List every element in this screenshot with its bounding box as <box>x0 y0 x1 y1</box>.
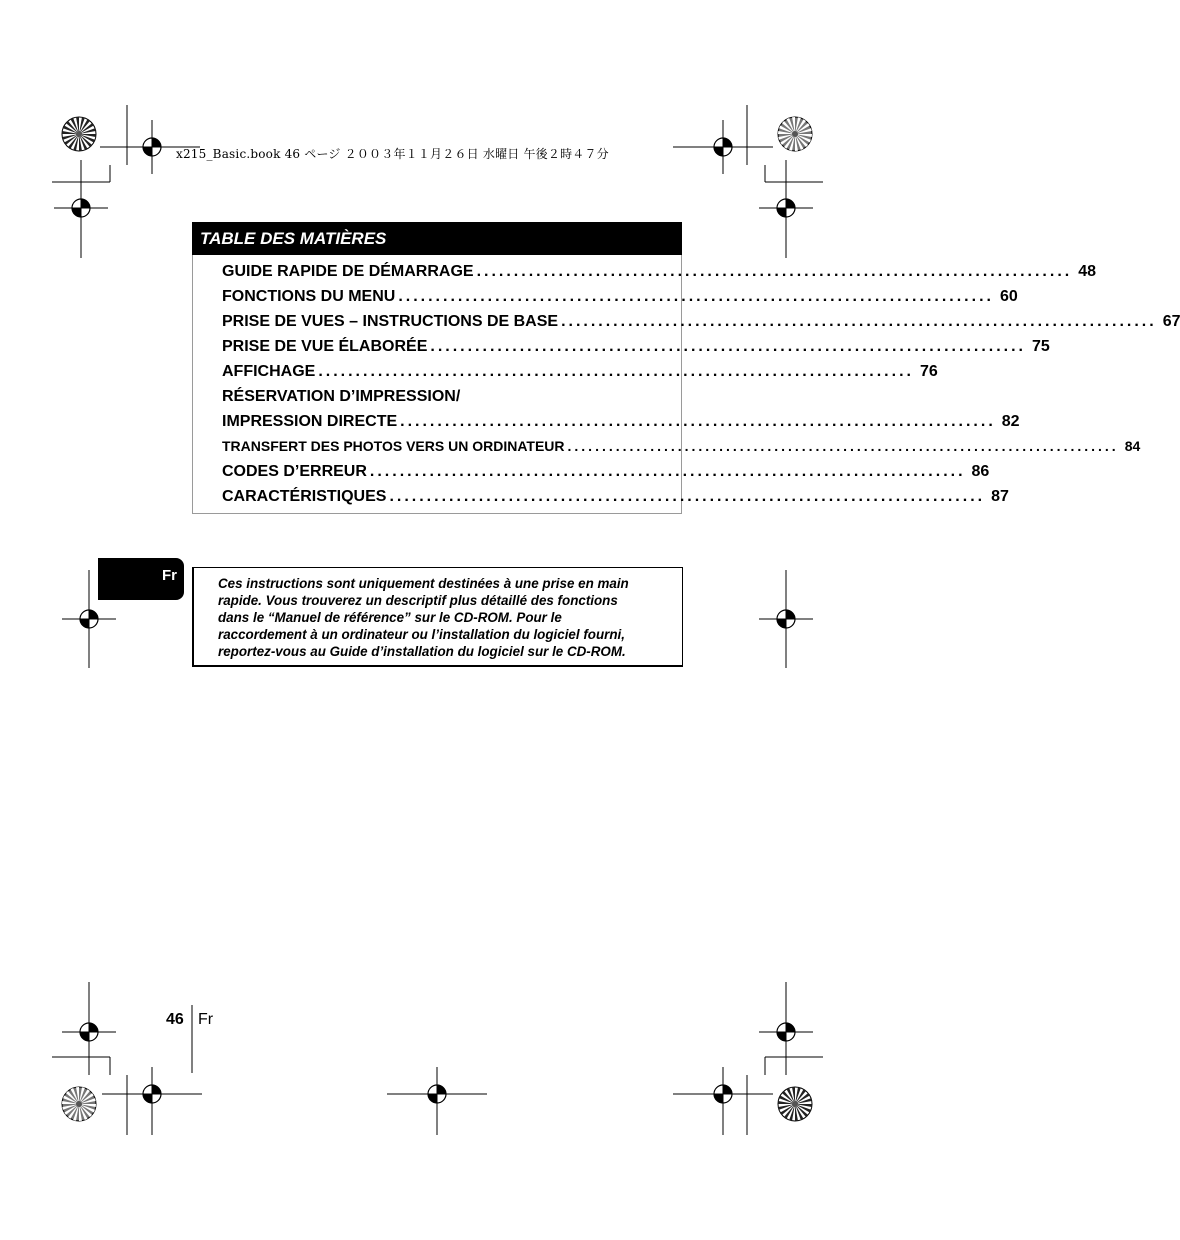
toc-leader-dots: ................................................................................ <box>476 263 1073 280</box>
star-target-icon <box>62 1087 96 1121</box>
star-target-icon <box>778 117 812 151</box>
toc-entry-page: 84 <box>1124 438 1141 454</box>
toc-entry <box>222 259 1096 284</box>
toc-entry-title: AFFICHAGE <box>222 363 316 380</box>
toc-list <box>222 259 1180 509</box>
toc-entry-title: PRISE DE VUES – INSTRUCTIONS DE BASE <box>222 313 559 330</box>
toc-entry-title: GUIDE RAPIDE DE DÉMARRAGE <box>222 263 474 280</box>
toc-entry-title: IMPRESSION DIRECTE <box>222 413 398 430</box>
toc-entry-page: 48 <box>1078 263 1096 280</box>
toc-entry <box>222 484 1009 509</box>
toc-leader-dots: ................................................................................ <box>398 288 994 305</box>
toc-leader-dots: ................................................................................ <box>567 438 1119 454</box>
toc-entry <box>222 284 1018 309</box>
toc-leader-dots: ................................................................................ <box>369 463 966 480</box>
toc-entry <box>222 309 1180 334</box>
note-text: Ces instructions sont uniquement destinées à une prise en main rapide. Vous trouverez un descriptif plus détaillé des fonctions dans le “Manuel de référence” sur le CD-ROM. Pour le raccordement à un ordinateur ou l’installation du logiciel fourni, reportez-vous au Guide d’installation du logiciel sur le CD-ROM. <box>218 576 629 659</box>
note-box <box>192 567 683 667</box>
toc-entry-page: 86 <box>971 463 990 480</box>
toc-leader-dots: ................................................................................ <box>389 488 986 505</box>
toc-entry <box>222 409 1020 434</box>
toc-entry-page: 75 <box>1032 338 1050 355</box>
toc-entry <box>222 334 1050 359</box>
toc-entry-title: RÉSERVATION D’IMPRESSION/ <box>222 388 461 405</box>
print-slug: x215_Basic.book 46 ページ ２００３年１１月２６日 水曜日 午後２時４７分 <box>176 147 609 161</box>
star-target-icon <box>778 1087 812 1121</box>
toc-leader-dots: ................................................................................ <box>318 363 914 380</box>
toc-entry-title: CARACTÉRISTIQUES <box>222 488 387 505</box>
toc-entry-page: 76 <box>919 363 938 380</box>
toc-leader-dots: ................................................................................ <box>561 313 1157 330</box>
toc-title: TABLE DES MATIÈRES <box>192 222 682 255</box>
toc-entry <box>222 359 938 384</box>
toc-entry-page: 87 <box>991 488 1009 505</box>
toc-entry <box>222 434 1141 459</box>
toc-entry <box>222 384 659 409</box>
toc-entry-title: PRISE DE VUE ÉLABORÉE <box>222 338 428 355</box>
toc-leader-dots: ................................................................................ <box>400 413 996 430</box>
star-target-icon <box>62 117 96 151</box>
toc-entry-page: 60 <box>999 288 1018 305</box>
page-language: Fr <box>198 1011 214 1028</box>
page-number: 46 <box>166 1011 184 1028</box>
toc-entry-title: CODES D’ERREUR <box>222 463 367 480</box>
toc-entry <box>222 459 990 484</box>
toc-entry-page: 82 <box>1001 413 1020 430</box>
table-of-contents <box>192 222 1180 514</box>
language-tab: Fr <box>98 558 184 600</box>
toc-entry-title: TRANSFERT DES PHOTOS VERS UN ORDINATEUR <box>222 438 565 454</box>
toc-entry-title: FONCTIONS DU MENU <box>222 288 396 305</box>
toc-leader-dots: ................................................................................ <box>430 338 1026 355</box>
toc-entry-page: 67 <box>1162 313 1180 330</box>
